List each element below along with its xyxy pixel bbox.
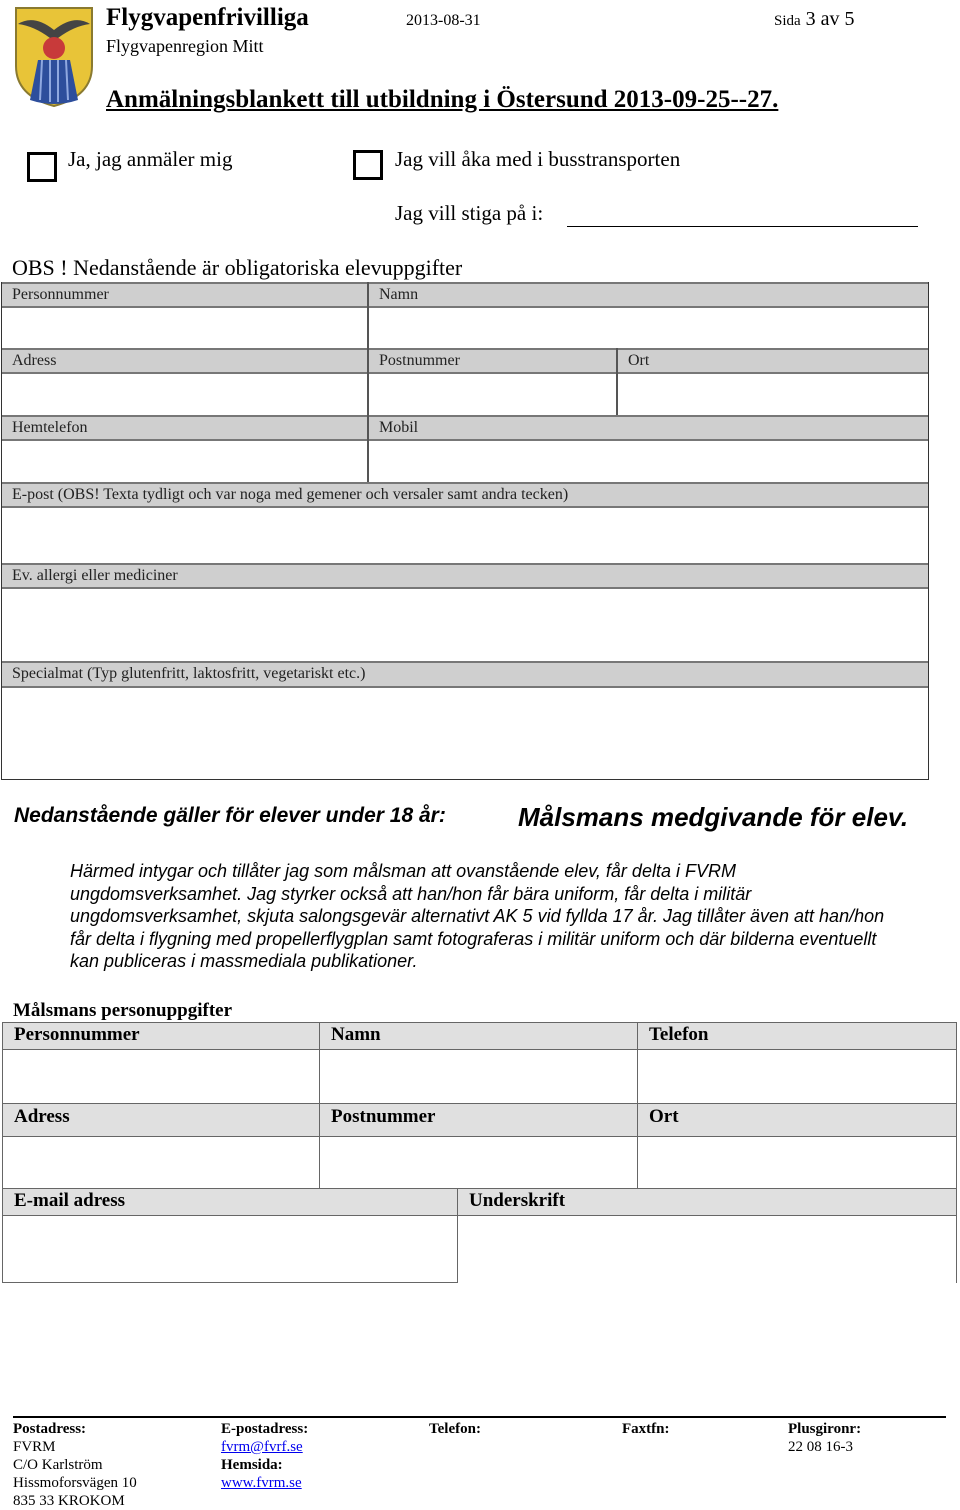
boarding-label: Jag vill stiga på i: (395, 201, 544, 225)
adress-label: Adress (12, 352, 57, 369)
namn-field[interactable] (369, 308, 927, 348)
guardian-telefon-header (637, 1022, 957, 1050)
postadress-line-2: C/O Karlström (13, 1457, 103, 1473)
footer-telefon (429, 1420, 481, 1438)
guardian-email-field[interactable] (2, 1215, 458, 1283)
postnummer-field[interactable] (369, 374, 615, 415)
ort-label: Ort (628, 352, 650, 369)
register-checkbox[interactable] (27, 152, 57, 182)
bus-label: Jag vill åka med i busstransporten (395, 147, 681, 171)
guardian-signature-field[interactable] (457, 1215, 957, 1283)
hemtelefon-label: Hemtelefon (12, 419, 88, 436)
guardian-adress-label: Adress (14, 1106, 70, 1127)
personnummer-field[interactable] (2, 308, 366, 348)
epost-footer-label: E-postadress: (221, 1421, 309, 1437)
specialmat-field[interactable] (2, 688, 928, 779)
plusgiro-number: 22 08 16-3 (788, 1439, 853, 1455)
guardian-namn-header (319, 1022, 638, 1050)
document-title: Anmälningsblankett till utbildning i Östersund 2013-09-25--27. (106, 86, 779, 113)
mobil-label: Mobil (379, 419, 419, 436)
register-label: Ja, jag anmäler mig (68, 147, 233, 171)
organization-name: Flygvapenfrivilliga (106, 4, 309, 31)
plusgiro-label: Plusgironr: (788, 1421, 862, 1437)
footer-contact (221, 1420, 308, 1492)
email-link[interactable]: fvrm@fvrf.se (221, 1439, 303, 1455)
hemsida-label: Hemsida: (221, 1457, 283, 1473)
guardian-signature-label: Underskrift (469, 1190, 566, 1211)
epost-label-main: E-post (12, 486, 54, 503)
guardian-personnummer-header (2, 1022, 320, 1050)
postadress-line-4: 835 33 KROKOM (13, 1493, 125, 1509)
footer-plusgiro (788, 1420, 861, 1456)
mobil-field[interactable] (369, 441, 927, 482)
logo (12, 4, 96, 108)
telefon-footer-label: Telefon: (429, 1421, 481, 1437)
guardian-adress-field[interactable] (2, 1136, 320, 1189)
region-name: Flygvapenregion Mitt (106, 36, 264, 56)
epost-label (12, 484, 568, 506)
postnummer-label: Postnummer (379, 352, 460, 369)
personnummer-label: Personnummer (12, 286, 109, 303)
guardian-signature-header (457, 1188, 957, 1216)
guardian-namn-label: Namn (331, 1024, 381, 1045)
ort-field[interactable] (618, 374, 927, 415)
document-date: 2013-08-31 (406, 12, 481, 29)
page-indicator (774, 8, 855, 31)
fax-footer-label: Faxtfn: (622, 1421, 670, 1437)
under-18-heading: Nedanstående gäller för elever under 18 år: (14, 804, 446, 827)
epost-note: (OBS! Texta tydligt och var noga med gemener och versaler samt andra tecken) (53, 486, 569, 503)
guardian-postnummer-field[interactable] (319, 1136, 638, 1189)
guardian-heading: Målsmans personuppgifter (13, 1000, 233, 1021)
student-header-row-4 (2, 482, 928, 508)
guardian-namn-field[interactable] (319, 1049, 638, 1104)
adress-field[interactable] (2, 374, 366, 415)
guardian-ort-field[interactable] (637, 1136, 957, 1189)
guardian-email-header (2, 1188, 458, 1216)
postadress-line-1: FVRM (13, 1439, 56, 1455)
postadress-line-3: Hissmoforsvägen 10 (13, 1475, 137, 1491)
guardian-ort-label: Ort (649, 1106, 679, 1127)
footer-postadress (13, 1420, 137, 1510)
postadress-label: Postadress: (13, 1421, 87, 1437)
page-prefix: Sida (774, 13, 801, 29)
guardian-postnummer-label: Postnummer (331, 1106, 436, 1127)
allergi-label: Ev. allergi eller mediciner (12, 567, 178, 584)
student-header-row-2 (2, 348, 928, 374)
consent-text: Härmed intygar och tillåter jag som målsman att ovanstående elev, får delta i FVRM ungdomsverksamhet. Jag styrker också att han/hon får bära uniform, får delta i militär ungdomsverksamhet, skjuta salongsgevär alternativt AK 5 vid fyllda 17 år. Jag tillåter även att han/hon får delta i flygning med propellerflygplan samt fotograferas i militär uniform och där bilderna eventuellt kan publiceras i massmediala publikationer. (70, 861, 885, 971)
student-header-row-6 (2, 661, 928, 688)
footer-divider (13, 1416, 946, 1418)
epost-field[interactable] (2, 508, 928, 563)
boarding-input-line[interactable] (567, 226, 918, 227)
guardian-adress-header (2, 1103, 320, 1137)
guardian-telefon-label: Telefon (649, 1024, 709, 1045)
footer-fax (622, 1420, 670, 1438)
guardian-postnummer-header (319, 1103, 638, 1137)
guardian-personnummer-field[interactable] (2, 1049, 320, 1104)
student-header-row-5 (2, 563, 928, 589)
allergi-field[interactable] (2, 589, 928, 661)
guardian-telefon-field[interactable] (637, 1049, 957, 1104)
guardian-email-label: E-mail adress (14, 1190, 126, 1211)
specialmat-label: Specialmat (Typ glutenfritt, laktosfritt, vegetariskt etc.) (12, 665, 366, 682)
page-number: 3 av 5 (805, 8, 855, 30)
website-link[interactable]: www.fvrm.se (221, 1475, 302, 1491)
hemtelefon-field[interactable] (2, 441, 366, 482)
student-header-row-3 (2, 415, 928, 441)
mandatory-notice: OBS ! Nedanstående är obligatoriska elevuppgifter (12, 255, 463, 280)
bus-checkbox[interactable] (353, 150, 383, 180)
student-header-row-1 (2, 282, 928, 308)
namn-label: Namn (379, 286, 419, 303)
guardian-ort-header (637, 1103, 957, 1137)
consent-title: Målsmans medgivande för elev. (518, 802, 909, 832)
guardian-personnummer-label: Personnummer (14, 1024, 140, 1045)
